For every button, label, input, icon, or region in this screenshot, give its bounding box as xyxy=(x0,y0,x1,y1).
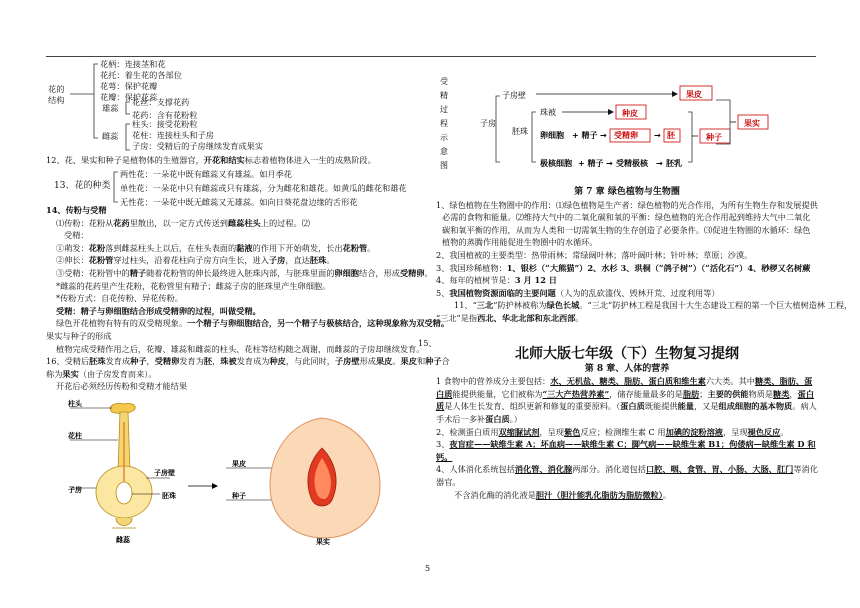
paragraph: 3、我国珍稀植物：1、银杉（“大熊猫”）2、水杉 3、珙桐（“鸽子树”）（“活化石”）4、桫椤又名树蕨 xyxy=(436,262,811,273)
fig-label-ovule: 胚珠 xyxy=(162,492,176,500)
fig-label-ovary: 子房 xyxy=(68,486,82,494)
chapter-7 xyxy=(436,186,853,325)
paragraph: “三北”是指西北、华北北部和东北西部。 xyxy=(436,312,584,323)
paragraph: 受精： xyxy=(64,230,89,241)
q12: 12、花、果实和种子是植物体的生殖器官，开花和结实标志着植物体进入一生的成熟阶段。 xyxy=(46,155,376,165)
paragraph: 植物完成受精作用之后，花瓣、雄蕊和雌蕊的柱头、花柱等结构随之凋谢，而雌蕊的子房却继续发育。 xyxy=(56,343,425,354)
paragraph: 2、我国植被的主要类型：热带雨林；常绿阔叶林；落叶阔叶林；针叶林；草原；沙漠。 xyxy=(436,249,753,260)
paragraph: ③受精：花粉管中的精子随着花粉管的伸长最终进入胚珠内部，与胚珠里面的卵细胞结合，形成受精卵。 xyxy=(56,267,433,278)
paragraph: 称为果实（由子房发育而来）。 xyxy=(46,368,157,379)
svg-text:受: 受 xyxy=(440,77,448,86)
diagram-fert-polar: 受精极核 xyxy=(616,159,648,168)
paragraph: 11、“三北”防护林被称为绿色长城。“三北”防护林工程是我国十大生态建设工程的第一个巨大植树造林 工程， xyxy=(454,300,853,311)
fig-label-seed: 种子 xyxy=(232,492,246,500)
header-rule xyxy=(46,56,816,57)
paragraph: ②伸长：花粉管穿过柱头，沿着花柱向子房方向生长，进入子房，直达胚珠。 xyxy=(56,255,335,266)
flower-item: 花瓣：保护花蕊 xyxy=(100,92,158,102)
chapter-8 xyxy=(436,348,818,501)
diagram-arrow: → xyxy=(656,159,663,168)
flower-structure xyxy=(46,58,306,153)
diagram-arrow: → xyxy=(654,131,661,140)
flower-root-label: 花的结构 xyxy=(48,84,65,105)
paragraph: 4、人体消化系统包括消化管、消化腺两部分。消化道包括口腔、咽、食管、胃、小肠、大肠、肛门等消化器官。 xyxy=(436,464,818,487)
diagram-pericarp: 果皮 xyxy=(686,90,702,99)
flower-item: 花柄：连接茎和花 xyxy=(100,59,166,69)
pistil-drawing xyxy=(96,403,152,528)
svg-text:精: 精 xyxy=(440,91,448,100)
svg-text:程: 程 xyxy=(440,119,448,128)
svg-text:过: 过 xyxy=(440,105,448,114)
diagram-arrow: → xyxy=(600,131,607,140)
diagram-polar: 极核细胞 xyxy=(540,159,572,168)
flower-item: 花萼：保护花瓣 xyxy=(100,81,158,91)
diagram-vertical-title xyxy=(440,76,449,170)
diagram-seed: 种子 xyxy=(706,133,722,142)
stamen-label: 雄蕊 xyxy=(102,103,119,113)
chapter-title: 第 8 章、人体的营养 xyxy=(584,363,670,374)
paragraph: 绿色开花植物有特有的双受精现象。一个精子与卵细胞结合，另一个精子与极核结合，这种现象称为双受精。 xyxy=(56,318,450,329)
fruit-drawing xyxy=(270,418,380,538)
flower-type-item: 无性花：一朵花中既无雌蕊又无雄蕊。如向日葵花盘边缘的舌形花 xyxy=(120,197,358,207)
diagram-fruit: 果实 xyxy=(744,119,760,128)
diagram-egg: 卵细胞 xyxy=(540,131,564,140)
flower-type-item: 单性花：一朵花中只有雌蕊或只有雄蕊，分为雌花和雄花。如黄瓜的雌花和雄花 xyxy=(120,183,407,193)
diagram-ovule: 胚珠 xyxy=(512,127,528,136)
fig-label-stigma: 柱头 xyxy=(68,400,82,408)
paragraph: ⑴传粉：花粉从花药里散出，以一定方式传送到雌蕊柱头上的过程。⑵ xyxy=(56,217,310,228)
pistil-item: 子房：受精后的子房继续发育成果实 xyxy=(132,141,264,151)
paragraph: 不含消化酶的消化液是胆汁（胆汁能乳化脂肪为脂肪微粒）。 xyxy=(454,489,671,500)
flower-types-label: 13、花的种类 xyxy=(54,181,111,191)
chapter-title: 第 7 章 绿色植物与生物圈 xyxy=(574,187,680,197)
paragraph: ①萌发：花粉落到雌蕊柱头上以后，在柱头表面的黏液的作用下开始萌发，长出花粉管。 xyxy=(56,242,376,253)
fig-label-style: 花柱 xyxy=(68,432,82,440)
paragraph: 3、夜盲症——缺维生素 A；坏血病——缺维生素 C；脚气病——缺维生素 B1；佝偻病—缺维生素 D 和钙。 xyxy=(436,439,816,462)
diagram-zygote: 受精卵 xyxy=(614,131,638,140)
fig-label-pericarp: 果皮 xyxy=(232,460,246,468)
diagram-endosperm: 胚乳 xyxy=(666,159,682,168)
paragraph: 1、绿色植物在生物圈中的作用：⑴绿色植物是生产者：绿色植物的光合作用，为所有生物生存和发展提供必需的食物和能量。⑵维持大气中的二氧化碳和氧的平衡：绿色植物的光合作用起到维持大气中二氧化碳和氧平衡的作用，从而为人类和一切需氧生物的生存创造了必要条件。⑶促进生物圈的水循环：绿色植物的蒸腾作用能促进生物圈中的水循环。 xyxy=(436,199,818,248)
doc-title: 北师大版七年级（下）生物复习提纲 xyxy=(515,346,739,362)
stamen-item: 花丝：支撑花药 xyxy=(132,97,190,107)
paragraph: 4、每年的植树节是：3 月 12 日 xyxy=(436,275,557,286)
diagram-seed-coat: 种皮 xyxy=(622,109,638,118)
paragraph: 果实与种子的形成 xyxy=(46,330,112,341)
q15: 15、 xyxy=(418,338,437,348)
svg-text:图: 图 xyxy=(440,161,448,170)
pistil-item: 柱头：接受花粉粒 xyxy=(132,119,198,129)
paragraph: *雌蕊的花药里产生花粉，花粉管里有精子；雌蕊子房的胚珠里产生卵细胞。 xyxy=(56,280,331,291)
svg-text:示: 示 xyxy=(440,133,448,142)
flower-type-item: 两性花：一朵花中既有雌蕊又有雄蕊。如月季花 xyxy=(120,169,292,179)
paragraph: *传粉方式：自花传粉、异花传粉。 xyxy=(56,293,183,304)
stamen-item: 花药：含有花粉粒 xyxy=(132,110,198,120)
diagram-ovary-wall: 子房壁 xyxy=(502,91,526,100)
paragraph: 5、我国植物资源面临的主要问题（人为的乱砍滥伐、毁林开荒、过度利用等） xyxy=(436,287,720,298)
fruit-figure xyxy=(46,396,386,546)
flower-item: 花托：着生花的各部位 xyxy=(100,70,182,80)
diagram-embryo: 胚 xyxy=(667,131,675,140)
fig-label-pistil: 雌蕊 xyxy=(116,536,130,544)
page-number: 5 xyxy=(425,564,431,573)
fig-label-fruit: 果实 xyxy=(316,538,330,546)
paragraph: 2、检测蛋白质用双缩脲试剂，呈现紫色反应；检测维生素 C 用加碘的淀粉溶液，呈现褪色反应。 xyxy=(436,426,789,437)
diagram-sperm: + 精子 xyxy=(572,131,598,140)
diagram-arrow: → xyxy=(606,159,613,168)
pistil-label: 雌蕊 xyxy=(102,131,119,141)
pistil-item: 花柱：连接柱头和子房 xyxy=(132,130,214,140)
section-heading: 14、传粉与受精 xyxy=(46,205,107,215)
paragraph: 16、受精后胚珠发育成种子，受精卵发育为胚，珠被发育成为种皮，与此同时，子房壁形成果皮。果皮和种子合 xyxy=(46,356,450,367)
paragraph: 1 食物中的营养成分主要包括：水、无机盐、糖类、脂肪、蛋白质和维生素六大类。其中糖类、脂肪、蛋白质能提供能量，它们被称为“三大产热营养素”，储存能量最多的是脂肪；主要的供能物质是糖类，蛋白质是人体生长发育、组织更新和修复的重要原料。（蛋白质既能提供能量，又是组成细胞的基本物质。病人手术后一多补蛋白质。） xyxy=(436,376,817,424)
svg-text:意: 意 xyxy=(440,147,448,156)
fig-label-ovary-wall: 子房壁 xyxy=(154,469,175,477)
fertilization-diagram xyxy=(436,70,776,182)
diagram-integument: 珠被 xyxy=(540,108,556,117)
diagram-ovary: 子房 xyxy=(480,119,496,128)
right-column xyxy=(436,58,853,558)
paragraph: 开花后必须经历传粉和受精才能结果 xyxy=(56,381,188,392)
diagram-sperm: + 精子 xyxy=(578,159,604,168)
paragraph: 受精：精子与卵细胞结合形成受精卵的过程，叫做受精。 xyxy=(56,305,261,316)
